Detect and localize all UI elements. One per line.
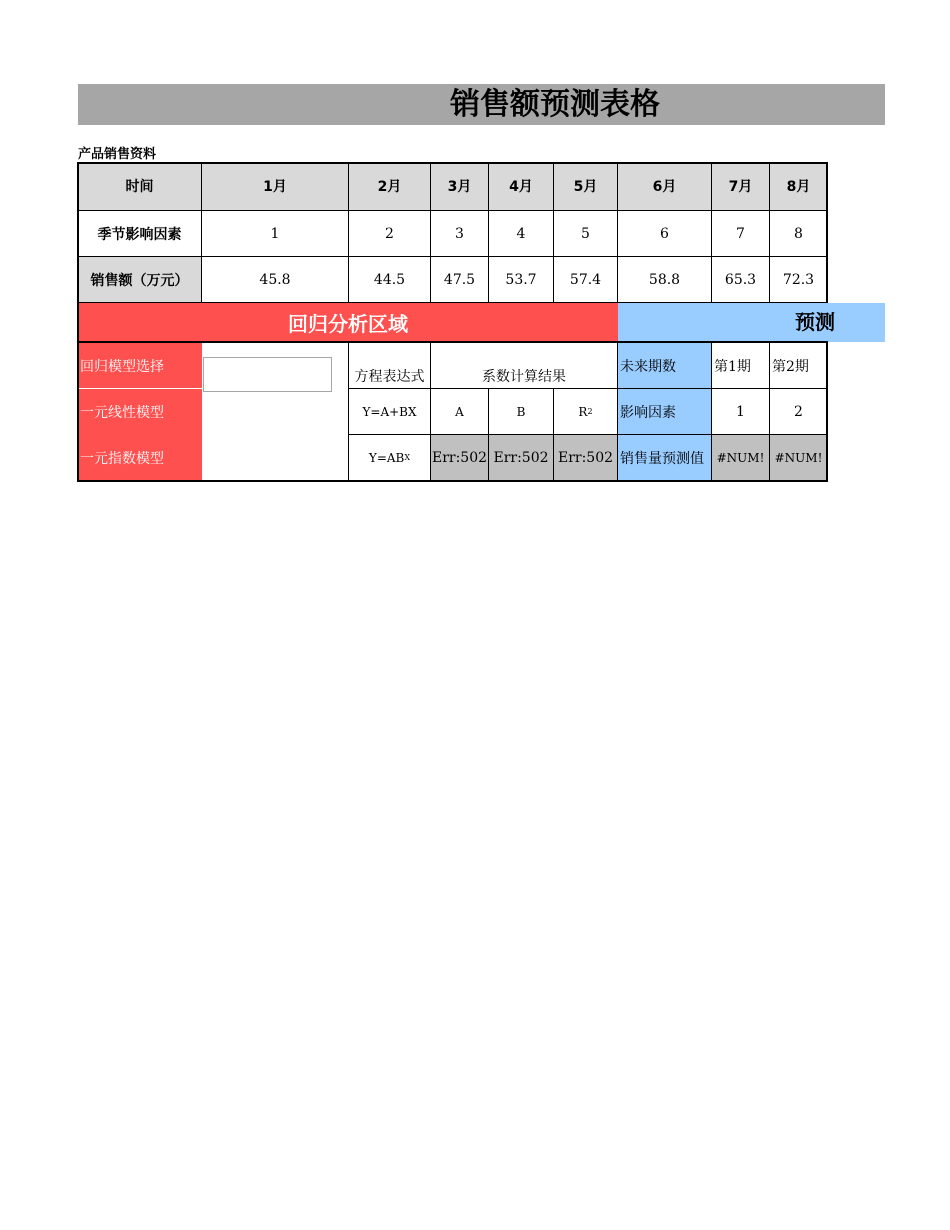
coeff-header: 系数计算结果 [431, 343, 618, 389]
season-factor-cell[interactable]: 5 [554, 211, 618, 257]
forecast-value-label: 销售量预测值 [618, 435, 712, 481]
table-border [826, 342, 828, 482]
regression-band: 回归分析区域 [78, 303, 618, 342]
model-select-label: 回归模型选择 [78, 343, 202, 388]
sales-cell[interactable]: 57.4 [554, 257, 618, 303]
sales-cell[interactable]: 47.5 [431, 257, 489, 303]
coeff-a-label: A [431, 389, 489, 435]
exp-equation: Y=AB X [349, 435, 431, 481]
table-border [826, 162, 828, 303]
sales-cell[interactable]: 45.8 [202, 257, 349, 303]
linear-equation: Y=A+BX [349, 389, 431, 435]
error-cell[interactable]: Err:502 [431, 435, 489, 481]
month-header[interactable]: 6月 [618, 162, 712, 211]
month-header[interactable]: 1月 [202, 162, 349, 211]
linear-model-label[interactable]: 一元线性模型 [78, 389, 202, 435]
page-title: 销售额预测表格 [450, 87, 660, 122]
period-cell[interactable]: 第2期 [770, 343, 828, 389]
season-factor-cell[interactable]: 7 [712, 211, 770, 257]
month-header[interactable]: 8月 [770, 162, 828, 211]
coeff-r2-label: R 2 [554, 389, 618, 435]
season-factor-cell[interactable]: 6 [618, 211, 712, 257]
season-factor-cell[interactable]: 8 [770, 211, 828, 257]
season-factor-cell[interactable]: 4 [489, 211, 554, 257]
section-subtitle: 产品销售资料 [78, 147, 157, 162]
forecast-band [618, 303, 885, 342]
exp-equation-base: Y=AB [368, 450, 405, 465]
sales-label: 销售额（万元） [78, 257, 202, 303]
factor-label: 影响因素 [618, 389, 712, 435]
header-time-label: 时间 [78, 162, 202, 211]
equation-header: 方程表达式 [349, 343, 431, 389]
month-header[interactable]: 3月 [431, 162, 489, 211]
month-header[interactable]: 4月 [489, 162, 554, 211]
error-cell[interactable]: Err:502 [554, 435, 618, 481]
sales-cell[interactable]: 58.8 [618, 257, 712, 303]
season-factor-cell[interactable]: 3 [431, 211, 489, 257]
season-factor-label: 季节影响因素 [78, 211, 202, 257]
sales-cell[interactable]: 53.7 [489, 257, 554, 303]
sales-cell[interactable]: 44.5 [349, 257, 431, 303]
month-header[interactable]: 7月 [712, 162, 770, 211]
exp-model-label[interactable]: 一元指数模型 [78, 435, 202, 481]
factor-cell[interactable]: 2 [770, 389, 828, 435]
model-select-input[interactable] [203, 357, 332, 392]
table-border [77, 162, 79, 482]
season-factor-cell[interactable]: 1 [202, 211, 349, 257]
error-cell[interactable]: Err:502 [489, 435, 554, 481]
sales-cell[interactable]: 65.3 [712, 257, 770, 303]
forecast-value-cell[interactable]: #NUM! [712, 435, 770, 481]
future-period-label: 未来期数 [618, 343, 712, 389]
period-cell[interactable]: 第1期 [712, 343, 770, 389]
season-factor-cell[interactable]: 2 [349, 211, 431, 257]
forecast-value-cell[interactable]: #NUM! [770, 435, 828, 481]
sales-cell[interactable]: 72.3 [770, 257, 828, 303]
month-header[interactable]: 5月 [554, 162, 618, 211]
table-border [78, 162, 828, 164]
coeff-b-label: B [489, 389, 554, 435]
table-border [77, 480, 828, 482]
forecast-band-label: 预测 [795, 310, 835, 334]
factor-cell[interactable]: 1 [712, 389, 770, 435]
month-header[interactable]: 2月 [349, 162, 431, 211]
coeff-r-text: R [578, 404, 588, 419]
